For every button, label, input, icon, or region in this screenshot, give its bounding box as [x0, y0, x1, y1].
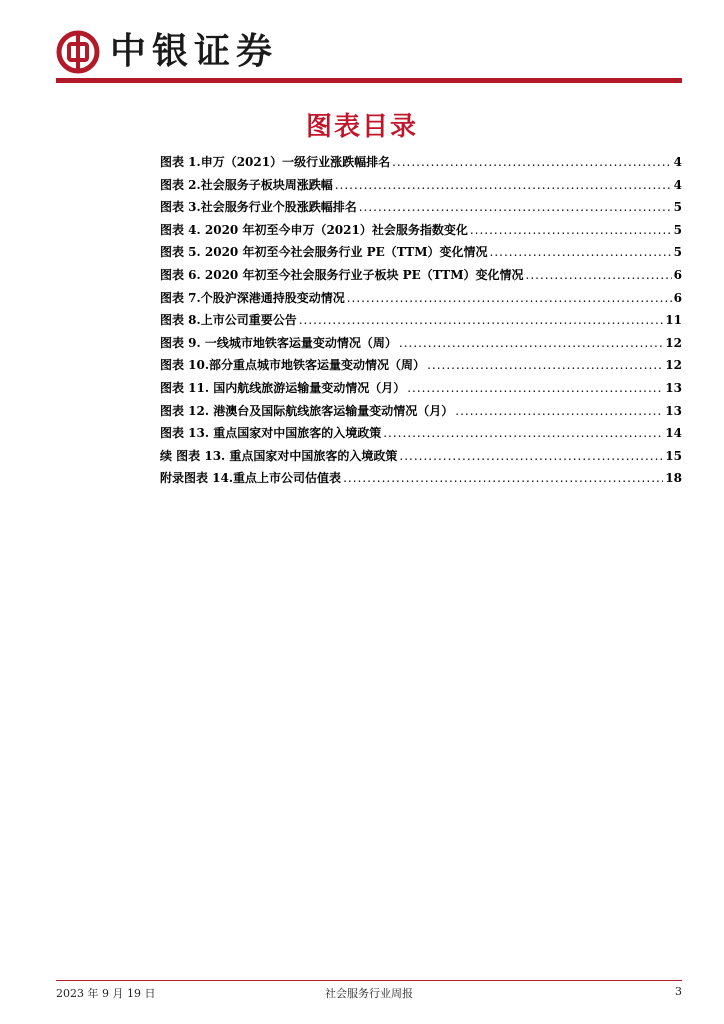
toc-dot-leader — [359, 200, 672, 214]
toc-entry[interactable] — [160, 402, 682, 425]
toc-entry[interactable] — [160, 289, 682, 312]
toc-entry-label: 图表 12. 港澳台及国际航线旅客运输量变动情况（月） — [160, 403, 454, 418]
toc-entry-label: 续 图表 13. 重点国家对中国旅客的入境政策 — [160, 448, 398, 463]
toc-dot-leader — [347, 291, 672, 305]
toc-dot-leader — [526, 268, 672, 282]
toc-dot-leader — [490, 245, 672, 259]
toc-entry-label: 附录图表 14.重点上市公司估值表 — [160, 471, 342, 486]
table-of-figures — [160, 153, 682, 492]
toc-entry-label: 图表 10.部分重点城市地铁客运量变动情况（周） — [160, 358, 426, 373]
toc-dot-leader — [335, 178, 672, 192]
toc-dot-leader — [470, 223, 672, 237]
toc-dot-leader — [427, 358, 663, 372]
toc-entry[interactable] — [160, 334, 682, 357]
toc-entry-page: 18 — [665, 471, 682, 486]
toc-dot-leader — [383, 426, 663, 440]
toc-dot-leader — [299, 313, 664, 327]
toc-entry-page: 15 — [665, 448, 682, 463]
toc-dot-leader — [392, 155, 672, 169]
toc-dot-leader — [399, 449, 663, 463]
page-header — [56, 26, 278, 78]
toc-entry-label: 图表 6. 2020 年初至今社会服务行业子板块 PE（TTM）变化情况 — [160, 267, 524, 282]
toc-entry-label: 图表 3.社会服务行业个股涨跌幅排名 — [160, 200, 357, 215]
toc-entry[interactable] — [160, 221, 682, 244]
toc-entry-label: 图表 7.个股沪深港通持股变动情况 — [160, 290, 345, 305]
toc-entry-page: 12 — [665, 335, 682, 350]
toc-entry[interactable] — [160, 379, 682, 402]
toc-entry-label: 图表 1.申万（2021）一级行业涨跌幅排名 — [160, 155, 391, 169]
toc-entry[interactable] — [160, 176, 682, 199]
page-footer — [56, 985, 682, 1001]
footer-page-number: 3 — [675, 985, 682, 998]
toc-entry-page: 12 — [665, 358, 682, 373]
bank-of-china-logo-icon — [56, 30, 100, 74]
toc-entry-label: 图表 8.上市公司重要公告 — [160, 313, 297, 328]
toc-entry-page: 6 — [673, 267, 682, 282]
footer-report-name: 社会服务行业周报 — [325, 987, 413, 1000]
toc-entry[interactable] — [160, 311, 682, 334]
toc-title: 图表目录 — [305, 112, 418, 142]
toc-entry-page: 6 — [673, 290, 682, 305]
toc-entry-page: 13 — [665, 403, 682, 418]
toc-entry-page: 4 — [673, 155, 682, 169]
toc-entry-page: 5 — [673, 200, 682, 215]
toc-entry-label: 图表 4. 2020 年初至今申万（2021）社会服务指数变化 — [160, 222, 468, 237]
toc-dot-leader — [455, 404, 663, 418]
toc-dot-leader — [399, 336, 663, 350]
toc-entry[interactable] — [160, 447, 682, 470]
footer-date: 2023 年 9 月 19 日 — [56, 987, 156, 1000]
header-divider — [56, 78, 682, 83]
toc-entry-label: 图表 11. 国内航线旅游运输量变动情况（月） — [160, 380, 406, 395]
toc-entry[interactable] — [160, 198, 682, 221]
toc-entry-page: 11 — [665, 313, 682, 328]
footer-divider — [56, 980, 682, 981]
toc-entry[interactable] — [160, 243, 682, 266]
toc-entry-page: 5 — [673, 245, 682, 260]
toc-entry-page: 14 — [665, 426, 682, 441]
toc-entry-label: 图表 2.社会服务子板块周涨跌幅 — [160, 177, 333, 192]
toc-entry-page: 5 — [673, 222, 682, 237]
toc-dot-leader — [407, 381, 663, 395]
toc-entry-label: 图表 5. 2020 年初至今社会服务行业 PE（TTM）变化情况 — [160, 245, 488, 260]
toc-entry[interactable] — [160, 266, 682, 289]
toc-entry[interactable] — [160, 153, 682, 176]
toc-entry[interactable] — [160, 469, 682, 492]
toc-entry[interactable] — [160, 424, 682, 447]
toc-entry-page: 4 — [673, 177, 682, 192]
toc-entry-label: 图表 13. 重点国家对中国旅客的入境政策 — [160, 426, 382, 441]
toc-entry[interactable] — [160, 356, 682, 379]
toc-entry-page: 13 — [665, 380, 682, 395]
toc-entry-label: 图表 9. 一线城市地铁客运量变动情况（周） — [160, 335, 397, 350]
brand-name: 中银证券 — [110, 31, 279, 72]
toc-dot-leader — [343, 471, 663, 485]
